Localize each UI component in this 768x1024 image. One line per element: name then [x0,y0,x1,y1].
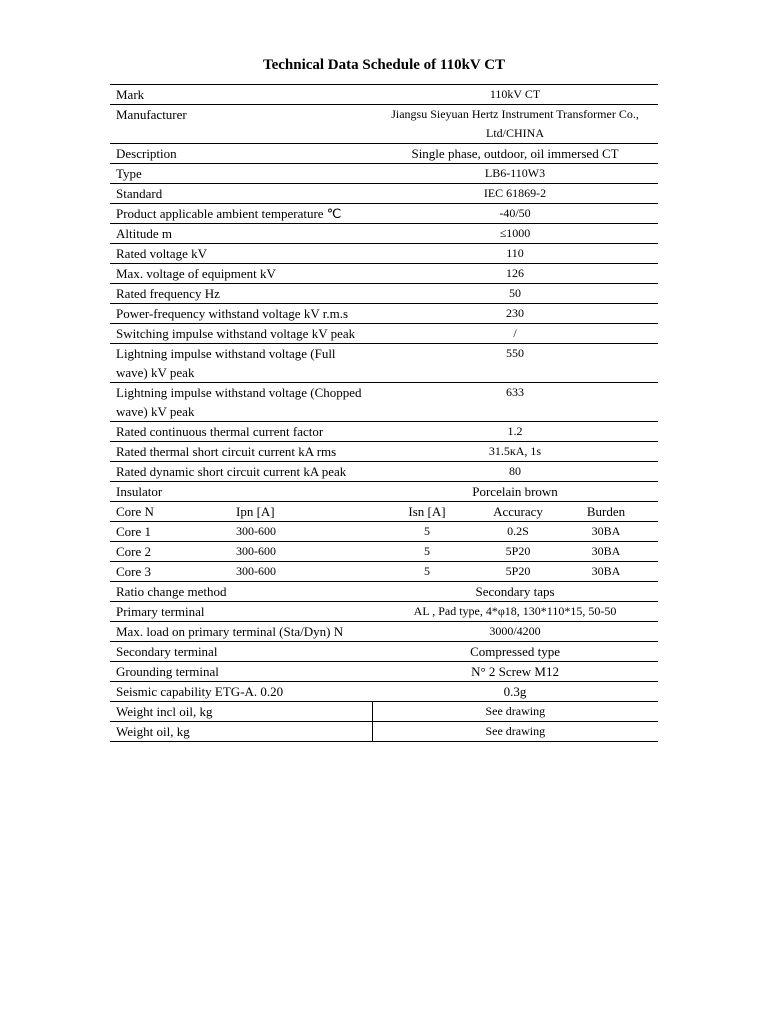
row-value [372,105,658,144]
ipn-header: Ipn [A] [230,502,372,522]
row-label: Weight incl oil, kg [110,702,372,722]
table-row-dynamic-short-circuit [110,462,658,482]
table-row-thermal-factor [110,422,658,442]
row-label: Secondary terminal [110,642,372,662]
core-ipn: 300-600 [230,562,372,582]
table-row-max-voltage [110,264,658,284]
burden-header: Burden [554,502,658,522]
row-value: Compressed type [372,642,658,662]
row-value: N° 2 Screw M12 [372,662,658,682]
row-label: Description [110,144,372,164]
row-value: 31.5кA, 1s [372,442,658,462]
row-value: 126 [372,264,658,284]
table-row-ratio-change [110,582,658,602]
row-label: Rated dynamic short circuit current kA peak [110,462,372,482]
label-line-1: Lightning impulse withstand voltage (Chopped [116,385,362,400]
row-value: 50 [372,284,658,304]
table-row-seismic [110,682,658,702]
row-label: Max. voltage of equipment kV [110,264,372,284]
core-ipn: 300-600 [230,522,372,542]
core-burden: 30BA [554,522,658,542]
isn-header: Isn [A] [372,502,482,522]
row-label: Rated frequency Hz [110,284,372,304]
row-value: 0.3g [372,682,658,702]
row-label: Switching impulse withstand voltage kV peak [110,324,372,344]
table-row-altitude [110,224,658,244]
table-row-core-1 [110,522,658,542]
row-label: Weight oil, kg [110,722,372,742]
row-value: 3000/4200 [372,622,658,642]
core-burden: 30BA [554,562,658,582]
row-label: Insulator [110,482,372,502]
manufacturer-line-1: Jiangsu Sieyuan Hertz Instrument Transformer Co., [391,107,639,121]
table-row-type [110,164,658,184]
table-row-core-3 [110,562,658,582]
row-label [110,383,372,422]
row-label: Standard [110,184,372,204]
row-value: AL , Pad type, 4*φ18, 130*110*15, 50-50 [372,602,658,622]
accuracy-header: Accuracy [482,502,554,522]
row-value: LB6-110W3 [372,164,658,184]
manufacturer-line-2: Ltd/CHINA [486,126,545,140]
row-label: Rated continuous thermal current factor [110,422,372,442]
row-label: Manufacturer [110,105,372,144]
label-line-1: Lightning impulse withstand voltage (Full [116,346,336,361]
table-row-power-frequency-withstand [110,304,658,324]
row-label: Power-frequency withstand voltage kV r.m.s [110,304,372,324]
core-isn: 5 [372,522,482,542]
core-name: Core 3 [110,562,230,582]
table-row-ambient-temperature [110,204,658,224]
row-label: Max. load on primary terminal (Sta/Dyn) N [110,622,372,642]
table-row-standard [110,184,658,204]
table-row-weight-oil [110,722,658,742]
table-row-grounding-terminal [110,662,658,682]
label-line-2: wave) kV peak [116,365,195,380]
row-label: Seismic capability ETG-A. 0.20 [110,682,372,702]
table-row-primary-terminal [110,602,658,622]
row-label: Ratio change method [110,582,372,602]
table-row-core-2 [110,542,658,562]
table-row-secondary-terminal [110,642,658,662]
row-value: Single phase, outdoor, oil immersed CT [372,144,658,164]
table-row-rated-voltage [110,244,658,264]
row-label: Product applicable ambient temperature ℃ [110,204,372,224]
row-value: 1.2 [372,422,658,442]
core-isn: 5 [372,542,482,562]
row-value: 110 [372,244,658,264]
table-row-lightning-full-wave [110,344,658,383]
core-accuracy: 0.2S [482,522,554,542]
row-label: Rated voltage kV [110,244,372,264]
core-header: Core N [110,502,230,522]
core-accuracy: 5P20 [482,542,554,562]
row-value: 550 [372,344,658,383]
row-label: Grounding terminal [110,662,372,682]
row-value: Porcelain brown [372,482,658,502]
core-accuracy: 5P20 [482,562,554,582]
row-value: IEC 61869-2 [372,184,658,204]
row-value: ≤1000 [372,224,658,244]
core-isn: 5 [372,562,482,582]
row-value: 633 [372,383,658,422]
table-row-thermal-short-circuit [110,442,658,462]
table-row-switching-impulse [110,324,658,344]
row-label: Primary terminal [110,602,372,622]
row-value: Secondary taps [372,582,658,602]
core-burden: 30BA [554,542,658,562]
row-value: See drawing [372,722,658,742]
row-label: Mark [110,85,372,105]
row-value: See drawing [372,702,658,722]
table-row-description [110,144,658,164]
row-value: 110kV CT [372,85,658,105]
core-ipn: 300-600 [230,542,372,562]
table-row-mark [110,85,658,105]
row-value: / [372,324,658,344]
table-row-weight-incl-oil [110,702,658,722]
page-title: Technical Data Schedule of 110kV CT [262,57,506,73]
row-label: Rated thermal short circuit current kA rms [110,442,372,462]
row-label: Type [110,164,372,184]
row-value: 80 [372,462,658,482]
row-label: Altitude m [110,224,372,244]
row-value: 230 [372,304,658,324]
table-row-max-load [110,622,658,642]
cores-header-row [110,502,658,522]
technical-data-table [110,84,658,742]
core-name: Core 1 [110,522,230,542]
row-value: -40/50 [372,204,658,224]
label-line-2: wave) kV peak [116,404,195,419]
core-name: Core 2 [110,542,230,562]
table-row-manufacturer [110,105,658,144]
table-row-rated-frequency [110,284,658,304]
row-label [110,344,372,383]
table-row-insulator [110,482,658,502]
table-row-lightning-chopped-wave [110,383,658,422]
